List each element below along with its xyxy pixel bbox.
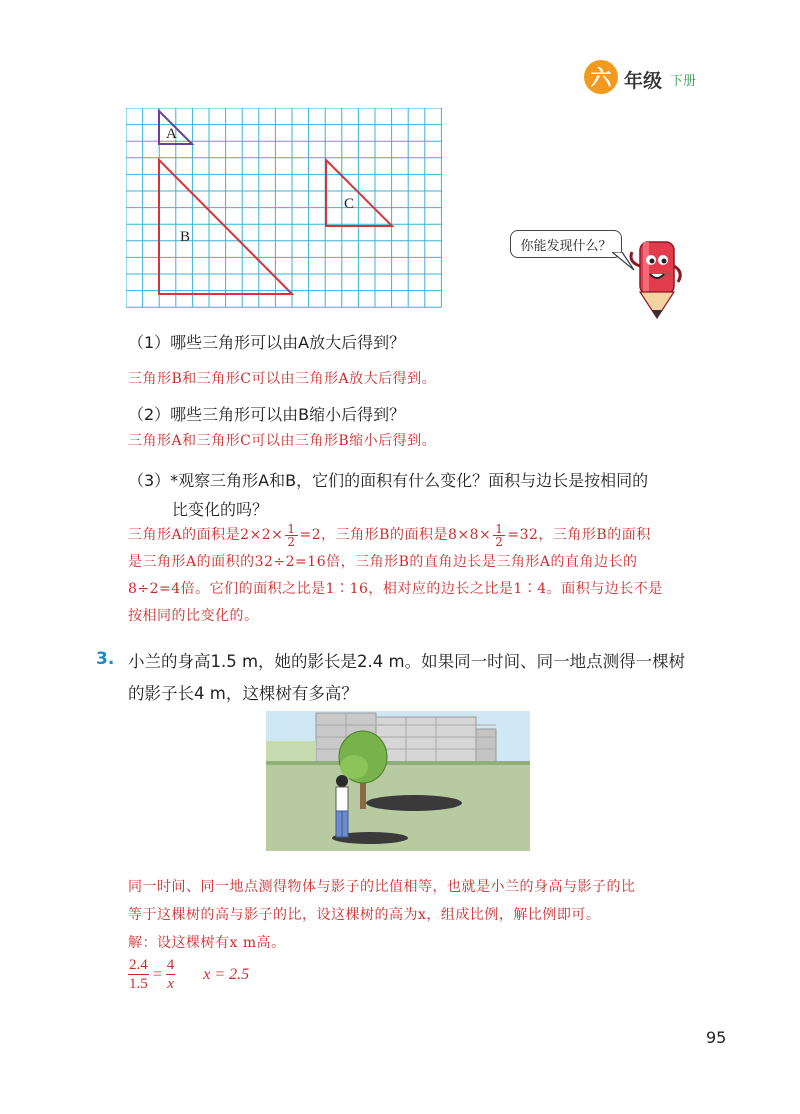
question-3-line1: （3）*观察三角形A和B，它们的面积有什么变化？面积与边长是按相同的: [128, 471, 649, 490]
lhs-den: 1.5: [129, 976, 148, 992]
rhs-fraction: [166, 956, 176, 993]
solution-label: 解：设这棵树有x m高。: [128, 935, 286, 951]
grade-label: 年级: [624, 70, 663, 92]
lhs-num: 2.4: [129, 957, 148, 973]
problem-3-answer-line2: 等于这棵树的高与影子的比，设这棵树的高为x，组成比例，解比例即可。: [128, 907, 601, 923]
pencil-mascot-icon: [624, 236, 690, 322]
answer-3-part-c: =32，三角形B的面积: [507, 527, 651, 543]
equals-sign: =: [152, 965, 162, 983]
answer-3-line4: 按相同的比变化的。: [128, 608, 259, 624]
label-b: B: [180, 229, 191, 245]
problem-3-line2: 的影子长4 m，这棵树有多高？: [128, 684, 358, 703]
answer-1: 三角形B和三角形C可以由三角形A放大后得到。: [128, 371, 437, 387]
triangle-c: [326, 160, 392, 226]
proportion-equation: [128, 956, 249, 993]
problem-3-answer-line1: 同一时间、同一地点测得物体与影子的比值相等，也就是小兰的身高与影子的比: [128, 879, 636, 895]
lhs-fraction: [128, 956, 149, 993]
fraction-num-2: 1: [495, 521, 504, 536]
answer-3-part-a: 三角形A的面积是2×2×: [128, 527, 284, 543]
answer-3-line3: 8÷2=4倍。它们的面积之比是1∶16，相对应的边长之比是1∶4。面积与边长不是: [128, 581, 663, 597]
tree-shadow-illustration: [266, 711, 530, 851]
problem-number: 3.: [96, 649, 115, 669]
bubble-text: 你能发现什么？: [520, 238, 612, 254]
volume-label: 下册: [670, 74, 697, 89]
grade-badge: 六: [584, 60, 618, 94]
fraction-den: 2: [287, 534, 296, 549]
speech-bubble: [510, 230, 622, 258]
rhs-den: x: [167, 976, 174, 992]
fraction-num: 1: [287, 521, 296, 536]
label-a: A: [166, 126, 177, 142]
question-2: （2）哪些三角形可以由B缩小后得到？: [128, 405, 406, 424]
answer-3: [128, 522, 748, 630]
label-c: C: [344, 196, 355, 212]
answer-3-line2: 是三角形A的面积的32÷2=16倍，三角形B的直角边长是三角形A的直角边长的: [128, 554, 638, 570]
equation-result: x = 2.5: [203, 965, 250, 983]
answer-3-line1: [128, 522, 748, 549]
fraction-den-2: 2: [495, 534, 504, 549]
rhs-num: 4: [166, 957, 175, 973]
fraction-half-2: [493, 523, 505, 548]
problem-3-line1: 小兰的身高1.5 m，她的影长是2.4 m。如果同一时间、同一地点测得一棵树: [128, 652, 686, 671]
question-1: （1）哪些三角形可以由A放大后得到？: [128, 333, 406, 352]
answer-2: 三角形A和三角形C可以由三角形B缩小后得到。: [128, 433, 437, 449]
fraction-half: [285, 523, 297, 548]
question-3-line2: 比变化的吗？: [172, 500, 269, 519]
answer-3-part-b: =2，三角形B的面积是8×8×: [299, 527, 492, 543]
page-number: 95: [706, 1028, 727, 1047]
triangle-grid-figure: [126, 108, 446, 312]
